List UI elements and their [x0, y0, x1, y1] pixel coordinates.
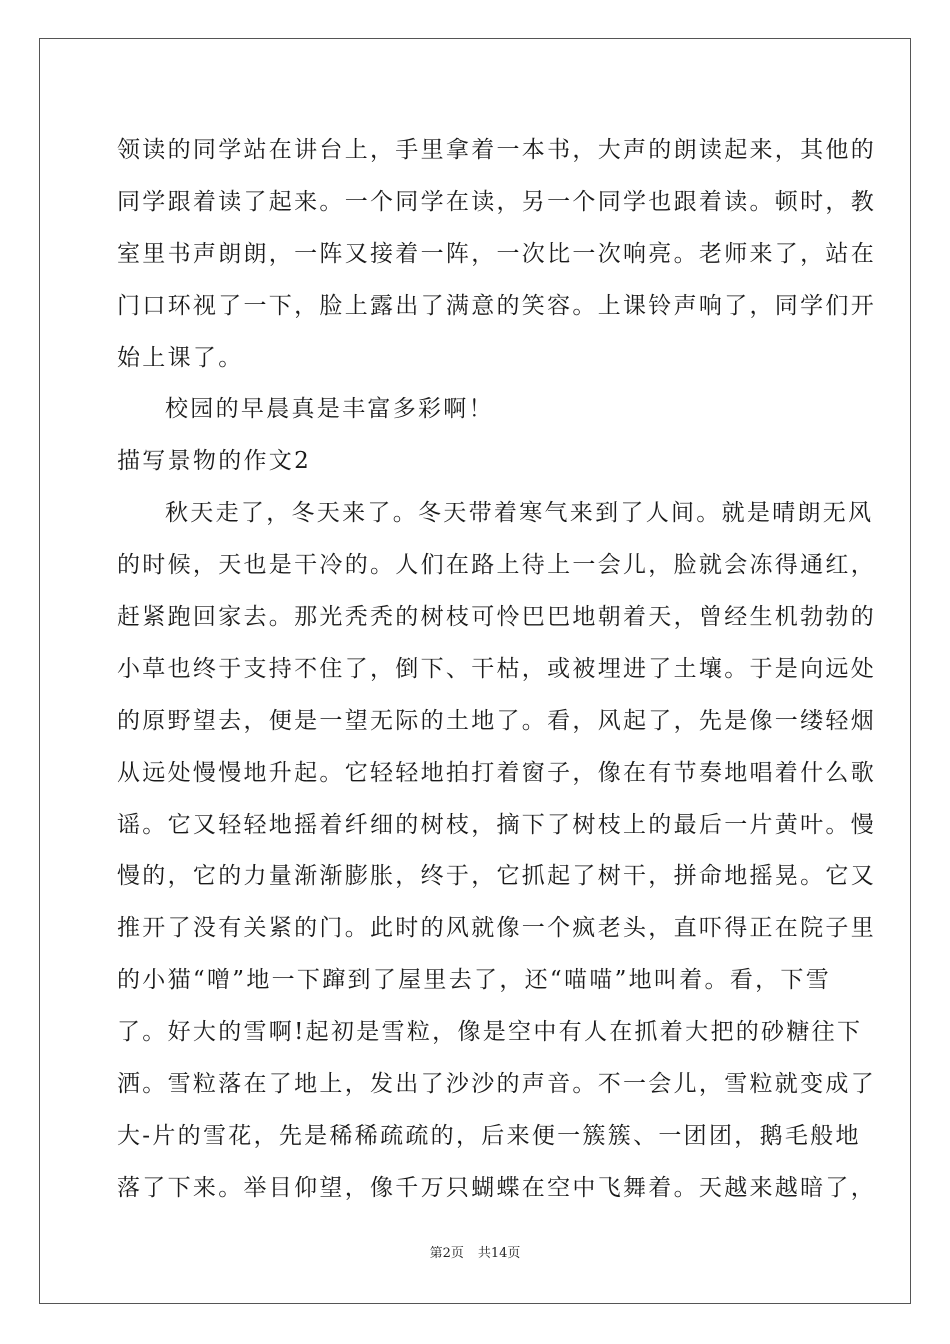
page-total: 共14页 — [477, 1246, 521, 1261]
text-line: 大-片的雪花，先是稀稀疏疏的，后来便一簇簇、一团团，鹅毛般地 — [117, 1122, 861, 1149]
text-line: 的时候，天也是干冷的。人们在路上待上一会儿，脸就会冻得通红， — [117, 552, 876, 579]
text-line: 的小猫“噌”地一下蹿到了屋里去了，还“喵喵”地叫着。看，下雪 — [117, 967, 832, 994]
text-line: 洒。雪粒落在了地上，发出了沙沙的声音。不一会儿，雪粒就变成了 — [117, 1071, 876, 1098]
text-line: 赶紧跑回家去。那光秃秃的树枝可怜巴巴地朝着天，曾经生机勃勃的 — [117, 604, 876, 631]
text-line: 推开了没有关紧的门。此时的风就像一个疯老头，直吓得正在院子里 — [117, 915, 876, 942]
text-line: 始上课了。 — [117, 344, 244, 371]
text-line: 门口环视了一下，脸上露出了满意的笑容。上课铃声响了，同学们开 — [117, 292, 876, 319]
text-line: 了。好大的雪啊!起初是雪粒，像是空中有人在抓着大把的砂糖往下 — [117, 1019, 863, 1046]
text-line: 慢的，它的力量渐渐膨胀，终于，它抓起了树干，拼命地摇晃。它又 — [117, 863, 876, 890]
text-line: 落了下来。举目仰望，像千万只蝴蝶在空中飞舞着。天越来越暗了， — [117, 1174, 876, 1201]
text-line: 室里书声朗朗，一阵又接着一阵，一次比一次响亮。老师来了，站在 — [117, 240, 876, 267]
text-line: 谣。它又轻轻地摇着纤细的树枝，摘下了树枝上的最后一片黄叶。慢 — [117, 811, 876, 838]
text-line: 领读的同学站在讲台上，手里拿着一本书，大声的朗读起来，其他的 — [117, 137, 876, 163]
paragraph-line: 校园的早晨真是丰富多彩啊！ — [165, 396, 494, 423]
page-footer — [0, 1246, 950, 1262]
section-heading: 描写景物的作文2 — [117, 448, 312, 475]
text-line: 的原野望去，便是一望无际的土地了。看，风起了，先是像一缕轻烟 — [117, 707, 876, 734]
paragraph-line: 秋天走了，冬天来了。冬天带着寒气来到了人间。就是晴朗无风 — [165, 500, 874, 527]
document-body — [117, 125, 876, 1215]
text-line: 小草也终于支持不住了，倒下、干枯，或被埋进了土壤。于是向远处 — [117, 655, 876, 682]
text-line: 从远处慢慢地升起。它轻轻地拍打着窗子，像在有节奏地唱着什么歌 — [117, 759, 876, 786]
text-line: 同学跟着读了起来。一个同学在读，另一个同学也跟着读。顿时，教 — [117, 188, 876, 215]
page-number: 第2页 — [429, 1246, 464, 1261]
